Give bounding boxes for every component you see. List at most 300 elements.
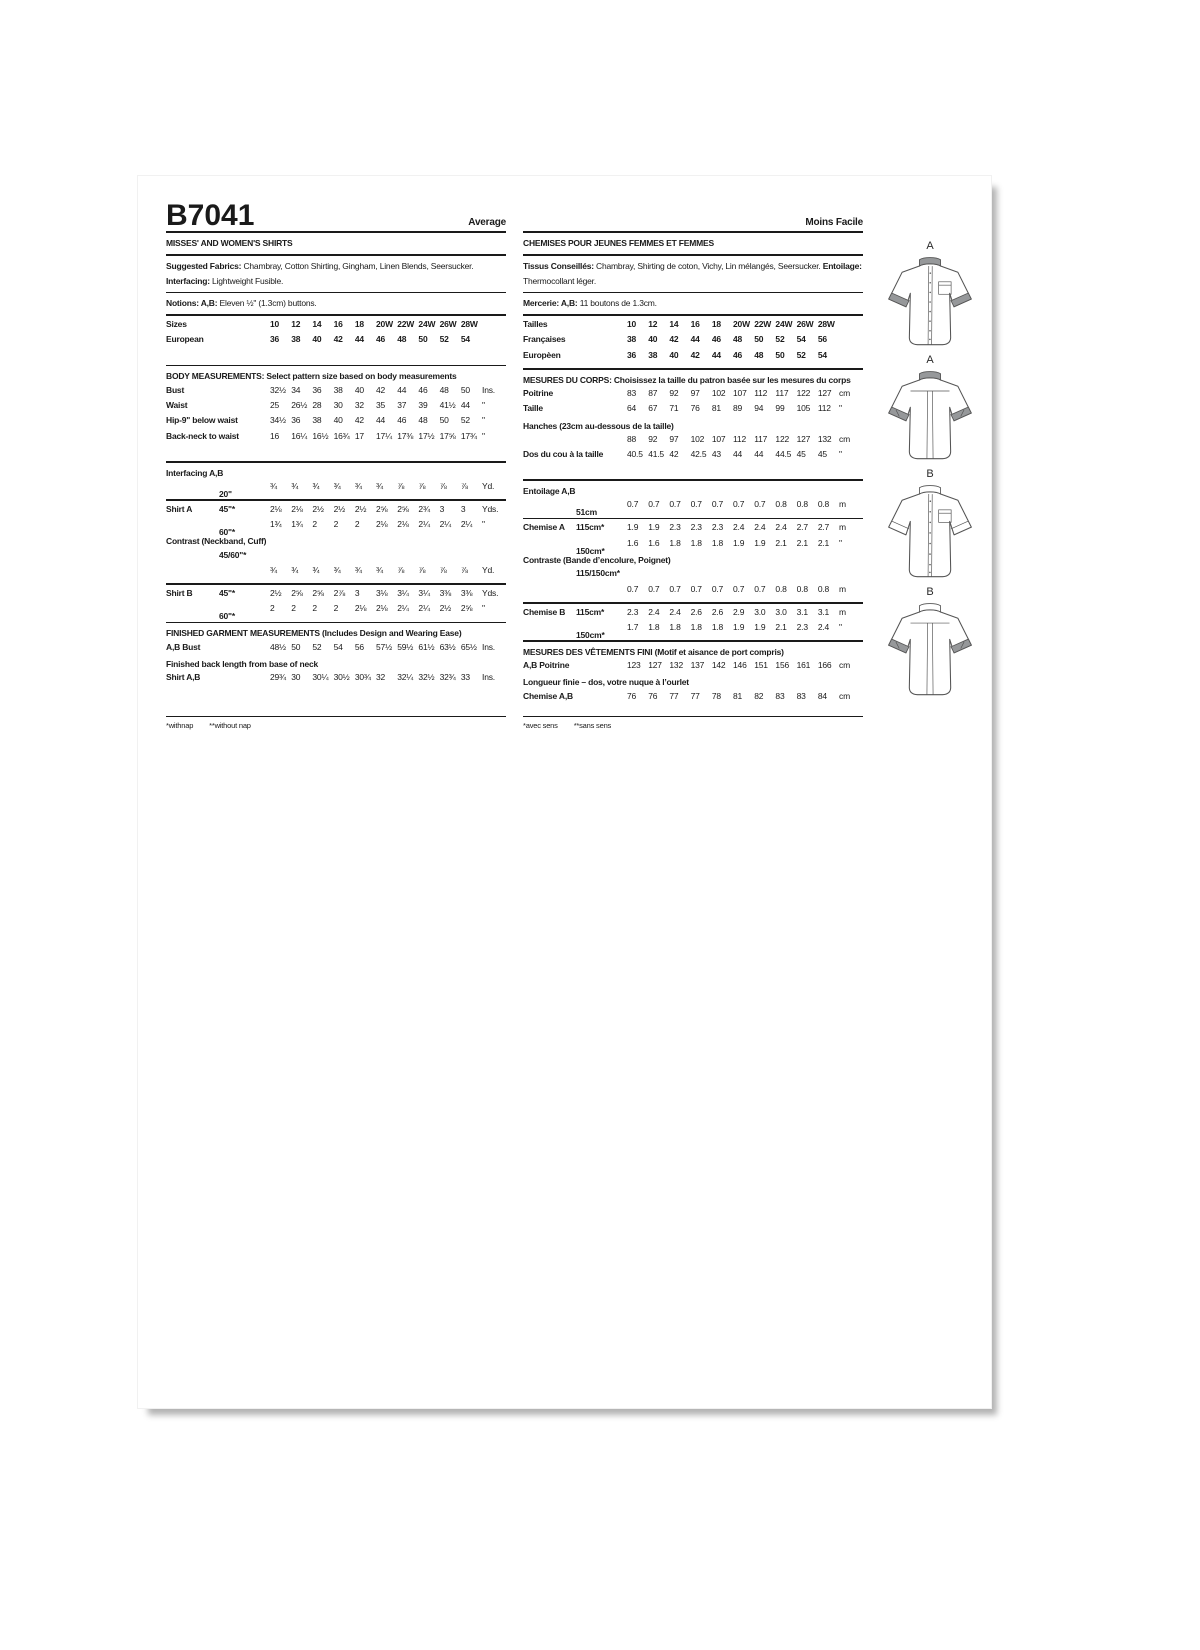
section-heading: CHEMISES POUR JEUNES FEMMES ET FEMMES	[523, 237, 714, 248]
value-cell: 0.8	[817, 499, 830, 510]
value-cell: 48½	[270, 641, 286, 652]
value-cell: 132	[817, 433, 832, 444]
figure-label: B	[926, 586, 934, 598]
value-cell: 50	[291, 641, 301, 652]
table-row	[166, 550, 506, 565]
value-cell: 142	[711, 660, 726, 671]
value-cell: 2.1	[796, 537, 808, 548]
row-label-cell	[166, 642, 270, 652]
value-cell: 17¼	[376, 430, 392, 441]
row-label: European	[166, 334, 204, 345]
row-label-cell	[166, 385, 270, 395]
value-cell: 2	[312, 603, 317, 614]
value-cell: 46	[711, 334, 721, 345]
value-cell: 18	[354, 319, 364, 330]
row-sublabel: 60"*	[219, 611, 235, 622]
unit-cell: "	[839, 621, 842, 632]
text-line: Mercerie: A,B: 11 boutons de 1.3cm.	[523, 298, 657, 309]
table-row	[523, 537, 863, 556]
value-cell: 32¼	[397, 672, 414, 683]
unit-cell: "	[839, 537, 842, 548]
value-cell: ⅞	[418, 480, 426, 491]
shirt-b-back-figure	[871, 586, 989, 699]
value-cell: 52	[439, 334, 449, 345]
value-cell: 2.3	[690, 522, 702, 533]
value-cell: 38	[627, 334, 637, 345]
value-cell: 2	[354, 519, 360, 530]
value-cell: ¾	[270, 480, 277, 491]
value-cell: ¾	[354, 564, 362, 575]
value-cell: 34	[291, 384, 301, 395]
table-row	[523, 334, 863, 349]
value-cell: 87	[648, 387, 658, 398]
value-cell: ⅞	[397, 564, 405, 575]
table-row	[166, 565, 506, 580]
value-cell: 52	[312, 641, 322, 652]
row-label: Waist	[166, 399, 188, 410]
row-label-cell	[166, 319, 270, 329]
value-cell: 32	[354, 399, 364, 410]
value-cell: 0.7	[648, 499, 660, 510]
title-row	[166, 198, 506, 232]
value-cell: 17	[354, 430, 364, 441]
value-cell: 17⅜	[397, 430, 414, 441]
table-row	[166, 415, 506, 430]
table-row	[523, 434, 863, 449]
row-label-cell	[523, 607, 627, 617]
value-cell: 42	[690, 349, 700, 360]
value-cell: 38	[648, 349, 658, 360]
value-cell: 39	[418, 399, 428, 410]
value-cell: 38	[312, 415, 322, 426]
footnote-french	[523, 716, 863, 730]
value-cell: 46	[733, 349, 743, 360]
row-label: Shirt A,B	[166, 672, 201, 683]
value-cell: 2.9	[733, 606, 745, 617]
value-cell: 48	[397, 334, 407, 345]
value-cell: 30	[333, 399, 343, 410]
value-cell: 94	[754, 403, 764, 414]
value-cell: 99	[775, 403, 785, 414]
value-cell: ¾	[376, 564, 383, 575]
row-label: Françaises	[523, 334, 566, 345]
value-cell: 18	[711, 319, 721, 330]
value-cell: 2.4	[817, 621, 830, 632]
table-row	[166, 334, 506, 349]
value-cell: 3	[354, 587, 360, 598]
value-cell: 102	[690, 433, 705, 444]
value-cell: 3.1	[796, 606, 808, 617]
illustration-column	[871, 240, 989, 704]
table-row	[166, 672, 506, 687]
divider	[523, 231, 863, 233]
value-cell: 2	[333, 603, 339, 614]
table-row	[166, 504, 506, 519]
value-cell: 17½	[418, 430, 435, 441]
value-cell: 2½	[354, 503, 367, 514]
value-cell: 17⅝	[439, 430, 456, 441]
value-cell: 2⅝	[312, 587, 324, 598]
value-cell: 97	[669, 433, 679, 444]
row-label: Chemise A,B	[523, 690, 573, 701]
value-cell: 40	[354, 384, 364, 395]
value-cell: 132	[669, 660, 683, 671]
value-cell: 36	[270, 334, 280, 345]
table-row	[523, 522, 863, 537]
value-cell: 45	[796, 449, 806, 460]
french-table	[523, 231, 863, 706]
title-row	[523, 198, 863, 228]
value-cell: 2	[291, 603, 296, 614]
row-label: A,B Bust	[166, 641, 201, 652]
row-label-cell	[523, 319, 627, 329]
value-cell: ¾	[333, 480, 341, 491]
table-row	[166, 431, 506, 446]
table-row	[523, 403, 863, 418]
value-cell: 22W	[397, 319, 415, 330]
unit-cell: Yds.	[482, 503, 499, 514]
row-sublabel: 45/60"*	[219, 549, 247, 560]
value-cell: 2¼	[397, 603, 409, 614]
value-cell: 2⅛	[376, 519, 388, 530]
divider	[523, 479, 863, 481]
value-cell: 61½	[418, 641, 435, 652]
value-cell: 127	[648, 660, 662, 671]
value-cell: 28	[312, 399, 322, 410]
row-sublabel: 150cm*	[576, 545, 605, 556]
value-cell: 1.9	[648, 522, 660, 533]
value-cell: 2.4	[669, 606, 681, 617]
row-label: Shirt A	[166, 503, 193, 514]
value-cell: 10	[627, 319, 637, 330]
value-cell: 2.4	[733, 522, 745, 533]
section-heading: BODY MEASUREMENTS: Select pattern size based on body measurements	[166, 371, 457, 382]
table-row	[166, 603, 506, 622]
row-label: Hip-9" below waist	[166, 415, 238, 426]
figure-label: A	[926, 354, 934, 366]
divider	[166, 292, 506, 294]
figure-label: A	[926, 240, 934, 252]
value-cell: 32½	[418, 672, 435, 683]
row-label-cell	[523, 691, 627, 701]
value-cell: 24W	[418, 319, 436, 330]
value-cell: 52	[796, 349, 806, 360]
value-cell: 1.8	[711, 537, 724, 548]
value-cell: ¾	[270, 564, 277, 575]
value-cell: 81	[711, 403, 721, 414]
row-sublabel: 20"	[219, 488, 232, 499]
row-sublabel: 150cm*	[576, 629, 605, 640]
value-cell: 117	[775, 387, 789, 398]
row-label: Chemise B	[523, 606, 566, 617]
divider	[166, 583, 506, 585]
row-label: Europèen	[523, 349, 561, 360]
spacer	[523, 464, 863, 476]
value-cell: 44	[711, 349, 721, 360]
value-cell: 3⅛	[376, 587, 388, 598]
text-line: Tissus Conseillés: Chambray, Shirting de coton, Vichy, Lin mélangés, Seersucker. Entoilage: Thermocollant léger.	[523, 260, 862, 286]
value-cell: 3.0	[775, 606, 787, 617]
shirt-a-front-figure	[871, 240, 989, 349]
value-cell: 1.9	[733, 621, 745, 632]
footnote-note: **without nap	[209, 721, 251, 730]
section-heading: Finished back length from base of neck	[166, 658, 319, 669]
value-cell: 2.4	[775, 522, 787, 533]
value-cell: 2.6	[690, 606, 702, 617]
value-cell: 84	[817, 690, 827, 701]
value-cell: 161	[796, 660, 811, 671]
section-heading: Entoilage A,B	[523, 486, 576, 497]
value-cell: 38	[291, 334, 301, 345]
value-cell: 35	[376, 399, 386, 410]
value-cell: 48	[733, 334, 743, 345]
value-cell: 59½	[397, 641, 414, 652]
value-cell: 1.7	[627, 621, 639, 632]
value-cell: 107	[711, 433, 726, 444]
row-label-cell	[166, 504, 270, 514]
value-cell: 46	[397, 415, 407, 426]
value-cell: 146	[733, 660, 747, 671]
row-label: A,B Poitrine	[523, 660, 570, 671]
value-cell: 1¾	[291, 519, 303, 530]
value-cell: 50	[418, 334, 428, 345]
shirt-b-back-illustration	[880, 599, 980, 699]
value-cell: 40.5	[627, 449, 643, 460]
value-cell: 16	[333, 319, 343, 330]
value-cell: 22W	[754, 319, 772, 330]
value-cell: 1.6	[627, 537, 639, 548]
table-row	[166, 480, 506, 499]
value-cell: 25	[270, 399, 280, 410]
value-cell: 89	[733, 403, 743, 414]
spacer	[166, 350, 506, 362]
value-cell: 24W	[775, 319, 793, 330]
unit-cell: m	[839, 522, 846, 533]
value-cell: 122	[796, 387, 811, 398]
value-cell: ¾	[333, 564, 341, 575]
value-cell: ⅞	[418, 564, 426, 575]
value-cell: 83	[775, 690, 785, 701]
value-cell: 56	[817, 334, 827, 345]
value-cell: 122	[775, 433, 790, 444]
divider	[166, 254, 506, 256]
value-cell: 3.0	[754, 606, 766, 617]
value-cell: 30½	[333, 672, 350, 683]
value-cell: 44	[690, 334, 700, 345]
value-cell: 92	[669, 387, 679, 398]
value-cell: 26½	[291, 399, 308, 410]
divider	[166, 314, 506, 316]
value-cell: 78	[711, 690, 721, 701]
value-cell: 57½	[376, 641, 392, 652]
value-cell: 2.1	[817, 537, 830, 548]
value-cell: 2¾	[418, 503, 430, 514]
value-cell: 0.8	[817, 583, 830, 594]
unit-cell: Ins.	[482, 672, 495, 683]
value-cell: 12	[291, 319, 301, 330]
value-cell: 3¼	[397, 587, 409, 598]
value-cell: 3	[439, 503, 445, 514]
table-row	[523, 607, 863, 622]
value-cell: 54	[817, 349, 827, 360]
english-column	[166, 198, 506, 730]
table-row	[523, 388, 863, 403]
value-cell: 36	[291, 415, 301, 426]
value-cell: 28W	[460, 319, 478, 330]
value-cell: 166	[817, 660, 832, 671]
value-cell: 1.6	[648, 537, 660, 548]
table-row	[523, 319, 863, 334]
value-cell: 44	[733, 449, 743, 460]
value-cell: 32½	[270, 384, 286, 395]
value-cell: 29¾	[270, 672, 286, 683]
value-cell: 2.4	[648, 606, 660, 617]
value-cell: 42	[354, 415, 364, 426]
unit-cell: "	[482, 519, 485, 530]
value-cell: 30¼	[312, 672, 329, 683]
unit-cell: cm	[839, 690, 850, 701]
value-cell: 48	[418, 415, 428, 426]
value-cell: 0.8	[775, 583, 787, 594]
value-cell: 81	[733, 690, 743, 701]
value-cell: 0.7	[733, 583, 745, 594]
value-cell: 30¾	[354, 672, 371, 683]
value-cell: 42	[669, 334, 679, 345]
value-cell: 2.4	[754, 522, 766, 533]
unit-cell: "	[482, 399, 485, 410]
text-line: Suggested Fabrics: Chambray, Cotton Shirting, Gingham, Linen Blends, Seersucker.	[166, 260, 474, 271]
value-cell: 0.7	[669, 499, 681, 510]
value-cell: 0.7	[754, 583, 766, 594]
row-label-cell	[523, 334, 627, 344]
unit-cell: "	[839, 403, 842, 414]
value-cell: 2.7	[796, 522, 808, 533]
value-cell: 3.1	[817, 606, 830, 617]
table-row	[523, 584, 863, 599]
value-cell: 83	[627, 387, 637, 398]
value-cell: 2½	[312, 503, 324, 514]
value-cell: 2¼	[418, 519, 430, 530]
value-cell: 0.7	[648, 583, 660, 594]
value-cell: 137	[690, 660, 705, 671]
value-cell: 45	[817, 449, 827, 460]
value-cell: 2½	[439, 603, 452, 614]
divider	[166, 499, 506, 501]
value-cell: 0.7	[627, 583, 639, 594]
pattern-envelope-back	[137, 175, 992, 1409]
value-cell: 40	[333, 415, 343, 426]
row-label-cell	[166, 672, 270, 682]
value-cell: 0.8	[796, 499, 808, 510]
row-sublabel: 45"*	[219, 587, 235, 598]
value-cell: 44	[376, 415, 386, 426]
value-cell: 14	[312, 319, 322, 330]
table-row	[166, 519, 506, 538]
value-cell: 2	[270, 603, 275, 614]
shirt-b-front-illustration	[880, 481, 980, 581]
value-cell: 2.3	[711, 522, 724, 533]
unit-cell: "	[482, 603, 485, 614]
table-row	[166, 385, 506, 400]
unit-cell: Ins.	[482, 384, 495, 395]
table-row	[523, 568, 863, 583]
value-cell: 0.7	[754, 499, 766, 510]
table-row	[523, 350, 863, 365]
value-cell: 2.7	[817, 522, 830, 533]
row-label: Back-neck to waist	[166, 430, 239, 441]
value-cell: ⅞	[460, 480, 468, 491]
value-cell: 1.8	[669, 537, 681, 548]
value-cell: 77	[669, 690, 679, 701]
value-cell: 16	[270, 430, 280, 441]
value-cell: 2.6	[711, 606, 724, 617]
value-cell: ⅞	[397, 480, 405, 491]
section-heading: FINISHED GARMENT MEASUREMENTS (Includes Design and Wearing Ease)	[166, 628, 462, 639]
row-label: Tailles	[523, 319, 548, 330]
divider	[523, 602, 863, 604]
english-table	[166, 231, 506, 687]
value-cell: 2⅛	[376, 603, 388, 614]
value-cell: 112	[754, 387, 768, 398]
table-row	[523, 621, 863, 640]
value-cell: 16½	[312, 430, 329, 441]
value-cell: 44	[397, 384, 407, 395]
value-cell: 50	[460, 384, 470, 395]
value-cell: 117	[754, 433, 768, 444]
table-row	[166, 319, 506, 334]
value-cell: 1.9	[733, 537, 745, 548]
value-cell: 2.1	[775, 537, 787, 548]
value-cell: 43	[711, 449, 721, 460]
section-heading: Hanches (23cm au-dessous de la taille)	[523, 420, 674, 431]
row-label-cell	[166, 588, 270, 598]
value-cell: 105	[796, 403, 811, 414]
value-cell: 40	[312, 334, 322, 345]
row-sublabel: 60"*	[219, 527, 235, 538]
table-row	[523, 499, 863, 518]
value-cell: 2	[312, 519, 317, 530]
value-cell: 1.8	[669, 621, 681, 632]
row-label-cell	[166, 334, 270, 344]
value-cell: 1¾	[270, 519, 282, 530]
value-cell: 54	[796, 334, 806, 345]
value-cell: 10	[270, 319, 280, 330]
value-cell: 92	[648, 433, 658, 444]
value-cell: 1.9	[754, 537, 766, 548]
value-cell: 1.9	[627, 522, 639, 533]
divider	[166, 622, 506, 624]
unit-cell: m	[839, 583, 846, 594]
value-cell: 76	[627, 690, 637, 701]
unit-cell: m	[839, 606, 846, 617]
value-cell: 2⅝	[376, 503, 388, 514]
shirt-a-front-illustration	[880, 253, 980, 349]
value-cell: 54	[333, 641, 343, 652]
table-row	[523, 691, 863, 706]
value-cell: 20W	[376, 319, 393, 330]
value-cell: 52	[460, 415, 470, 426]
value-cell: 3¼	[418, 587, 430, 598]
value-cell: ⅞	[460, 564, 468, 575]
value-cell: 42	[376, 384, 386, 395]
value-cell: 36	[627, 349, 637, 360]
value-cell: 44	[460, 399, 470, 410]
value-cell: 97	[690, 387, 700, 398]
value-cell: 1.8	[690, 621, 702, 632]
value-cell: 2.3	[669, 522, 681, 533]
value-cell: 46	[418, 384, 428, 395]
value-cell: 64	[627, 403, 637, 414]
